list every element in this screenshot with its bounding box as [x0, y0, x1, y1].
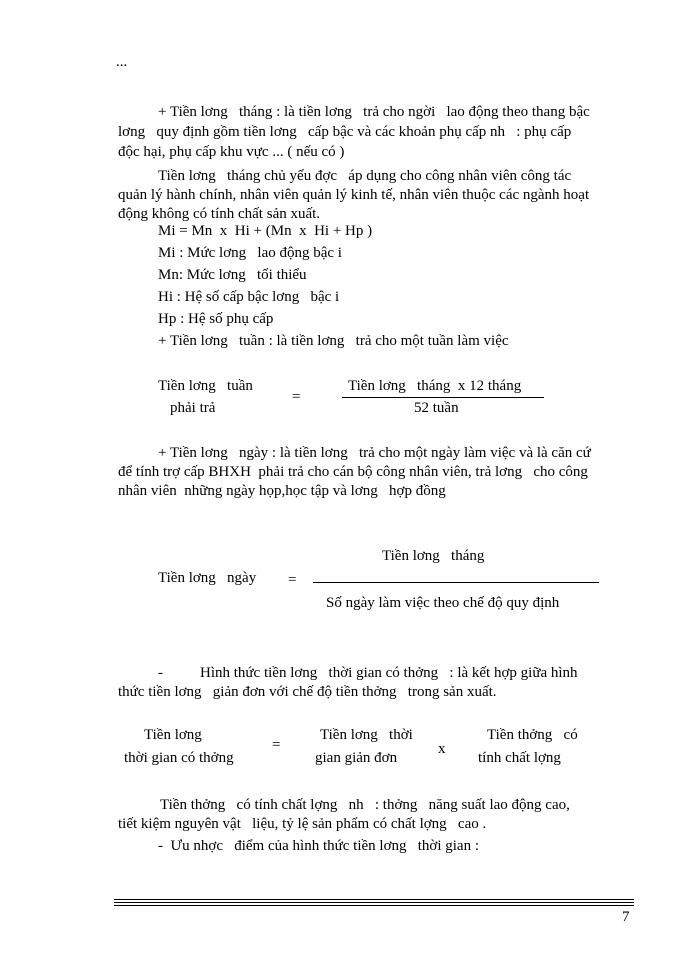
page-number: 7 [622, 909, 630, 925]
week-lhs-line2: phải trả [170, 400, 216, 416]
bonus-mid-line1: Tiền lơng thời [320, 727, 413, 743]
footer-rule-3 [114, 905, 634, 906]
p2-line1: Tiền lơng tháng chủ yếu đợc áp dụng cho công nhân viên công tác [158, 168, 572, 184]
week-numerator: Tiền lơng tháng x 12 tháng [348, 378, 522, 394]
day-numerator: Tiền lơng tháng [382, 548, 485, 564]
p2-line2: quản lý hành chính, nhân viên quản lý kinh tế, nhân viên thuộc các ngành hoạt [118, 187, 590, 203]
bonus-rhs-line2: tính chất lợng [478, 750, 561, 766]
p2-line3: động không có tính chất sản xuất. [118, 206, 321, 222]
week-equals: = [292, 389, 301, 405]
p4-line2: để tính trợ cấp BHXH phải trả cho cán bộ công nhân viên, trả lơng cho công [118, 464, 588, 480]
p7-pros-cons-heading: - Ưu nhợc điểm của hình thức tiền lơng thời gian : [158, 838, 480, 854]
footer-rule-2 [114, 902, 634, 903]
bonus-mid-line2: gian giản đơn [315, 750, 398, 766]
formula-def-mi: Mi : Mức lơng lao động bậc i [158, 245, 342, 261]
p5-dash: - [158, 665, 163, 681]
p6-line2: tiết kiệm nguyên vật liệu, tỷ lệ sản phẩm có chất lợng cao . [118, 816, 487, 832]
bonus-equals: = [272, 737, 281, 753]
p3-weekly-definition: + Tiền lơng tuần : là tiền lơng trả cho một tuần làm việc [158, 333, 509, 349]
formula-def-hi: Hi : Hệ số cấp bậc lơng bậc i [158, 289, 340, 305]
formula-def-mn: Mn: Mức lơng tối thiểu [158, 267, 307, 283]
week-lhs-line1: Tiền lơng tuần [158, 378, 253, 394]
footer-rule-1 [114, 899, 634, 900]
p1-line2: lơng quy định gồm tiền lơng cấp bậc và các khoản phụ cấp nh : phụ cấp [118, 124, 572, 140]
p5-line2: thức tiền lơng giản đơn với chế độ tiền thởng trong sản xuất. [118, 684, 497, 700]
p1-line1: + Tiền lơng tháng : là tiền lơng trả cho ngời lao động theo thang bậc [158, 104, 590, 120]
p4-line1: + Tiền lơng ngày : là tiền lơng trả cho một ngày làm việc và là căn cứ [158, 445, 591, 461]
bonus-lhs-line2: thời gian có thởng [124, 750, 234, 766]
day-denominator: Số ngày làm việc theo chế độ quy định [326, 595, 560, 611]
p1-line3: độc hại, phụ cấp khu vực ... ( nếu có ) [118, 144, 345, 160]
bonus-rhs-line1: Tiền thởng có [487, 727, 578, 743]
formula-def-hp: Hp : Hệ số phụ cấp [158, 311, 274, 327]
day-lhs: Tiền lơng ngày [158, 570, 257, 586]
p6-line1: Tiền thởng có tính chất lợng nh : thởng năng suất lao động cao, [160, 797, 570, 813]
bonus-times: x [438, 741, 446, 757]
day-fraction-line [313, 582, 599, 583]
day-equals: = [288, 572, 297, 588]
week-fraction-line [342, 397, 544, 398]
p4-line3: nhân viên những ngày họp,học tập và lơng hợp đồng [118, 483, 446, 499]
p5-line1: Hình thức tiền lơng thời gian có thởng : là kết hợp giữa hình [200, 665, 578, 681]
week-denominator: 52 tuần [414, 400, 459, 416]
top-ellipsis: ... [116, 54, 128, 70]
bonus-lhs-line1: Tiền lơng [144, 727, 202, 743]
formula-month-main: Mi = Mn x Hi + (Mn x Hi + Hp ) [158, 223, 373, 239]
